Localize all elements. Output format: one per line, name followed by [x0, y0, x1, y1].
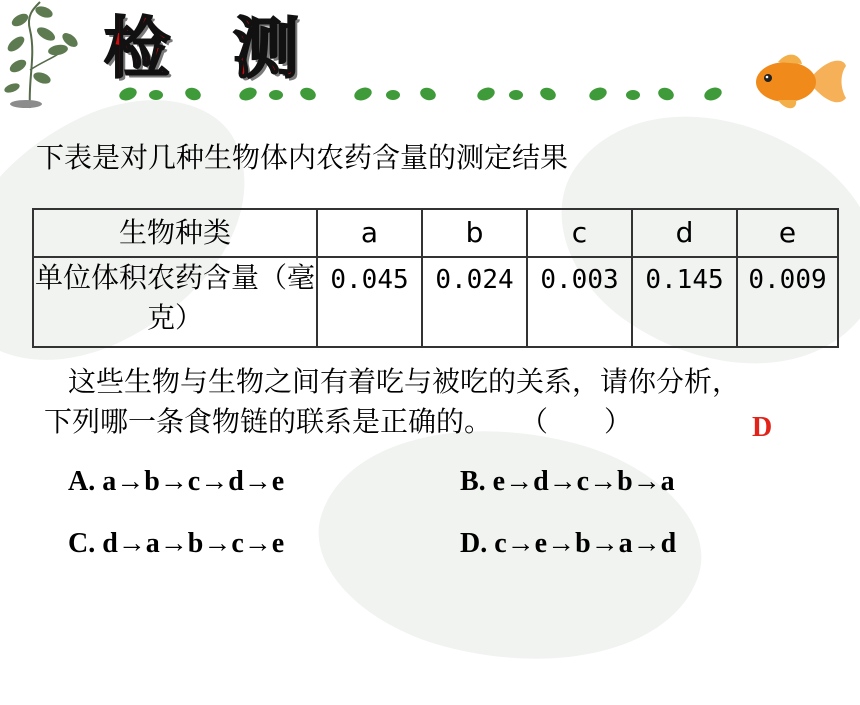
question-line-2: 下列哪一条食物链的联系是正确的。 （ ） [44, 405, 633, 438]
table-header-row [33, 209, 838, 257]
table-header-cell: a [317, 209, 422, 257]
question-text [44, 362, 860, 442]
value-cell: 0.145 [632, 257, 737, 347]
option-b[interactable]: B. e→d→c→b→a [460, 466, 675, 497]
intro-text: 下表是对几种生物体内农药含量的测定结果 [36, 141, 569, 174]
table-header-cell: 生物种类 [33, 209, 317, 257]
vine-decoration-icon [0, 0, 100, 110]
pesticide-table [32, 208, 839, 348]
table-header-cell: c [527, 209, 632, 257]
answer-label: D [752, 412, 773, 443]
option-d[interactable]: D. c→e→b→a→d [460, 528, 677, 559]
leaf-dots-decoration-icon [118, 82, 738, 106]
option-c[interactable]: C. d→a→b→c→e [68, 528, 285, 559]
value-cell: 0.003 [527, 257, 632, 347]
row-label-cell: 单位体积农药含量（毫克） [33, 257, 317, 347]
table-row [33, 257, 838, 347]
value-cell: 0.045 [317, 257, 422, 347]
value-cell: 0.009 [737, 257, 838, 347]
page-title: 检 测 [104, 10, 319, 87]
table-header-cell: e [737, 209, 838, 257]
table-header-cell: d [632, 209, 737, 257]
value-cell: 0.024 [422, 257, 527, 347]
goldfish-icon [748, 46, 848, 116]
table-header-cell: b [422, 209, 527, 257]
option-a[interactable]: A. a→b→c→d→e [68, 466, 285, 497]
question-line-1: 这些生物与生物之间有着吃与被吃的关系，请你分析， [68, 365, 741, 398]
